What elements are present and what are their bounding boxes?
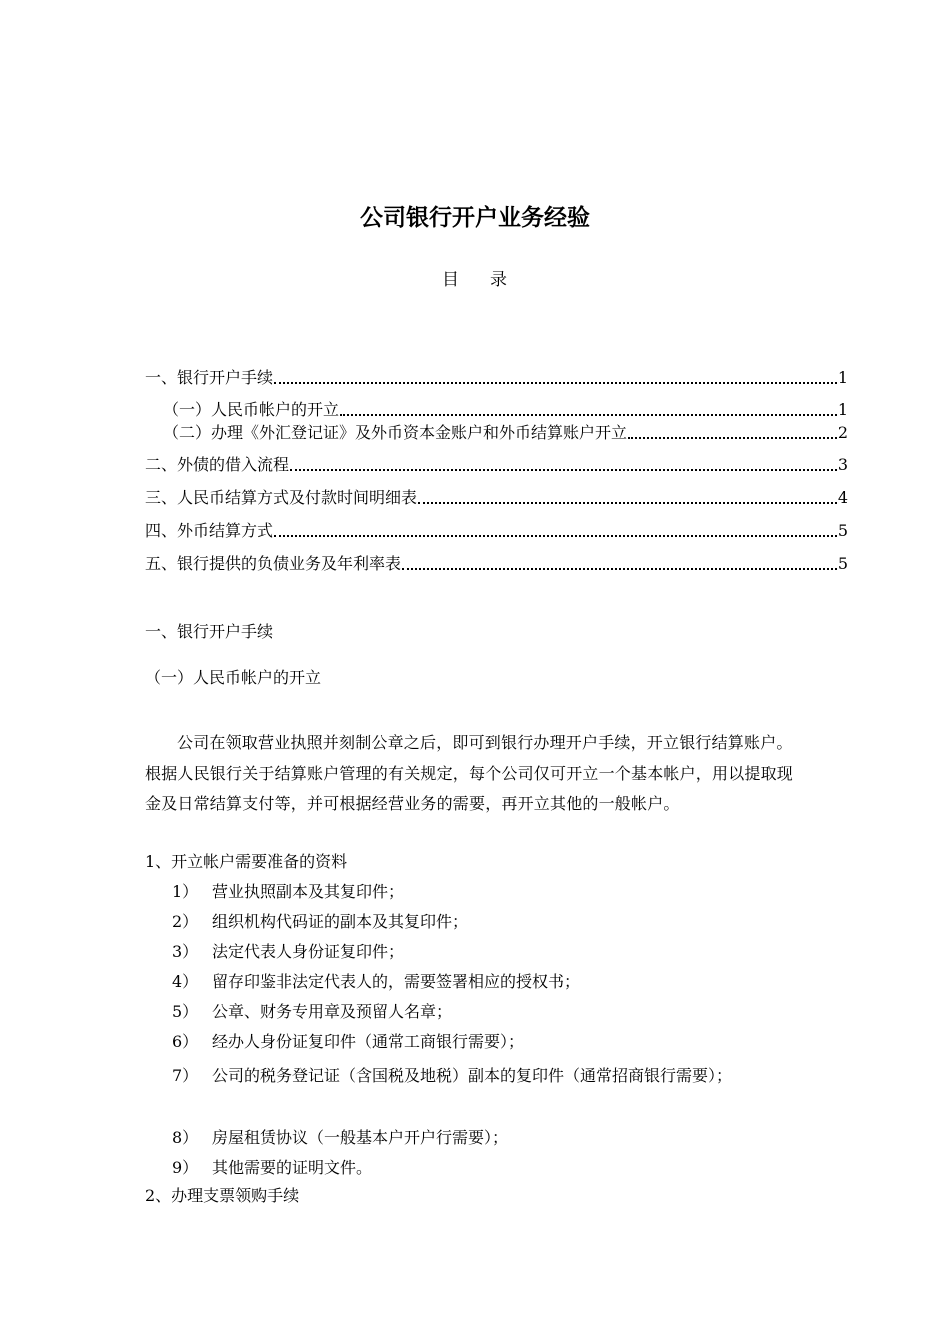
toc-entry-text: 五、银行提供的负债业务及年利率表 bbox=[145, 554, 402, 573]
list-item bbox=[172, 877, 812, 907]
list-item-text: 营业执照副本及其复印件； bbox=[212, 882, 405, 901]
list-item bbox=[172, 1027, 812, 1057]
toc-entry-page: 2 bbox=[837, 423, 848, 442]
toc-entry-page: 3 bbox=[837, 455, 848, 474]
list-item-number: 5） bbox=[172, 1002, 199, 1021]
toc-entry[interactable] bbox=[145, 552, 848, 576]
toc-leader bbox=[402, 552, 837, 576]
section-heading: 一、银行开户手续 bbox=[145, 622, 274, 641]
list-item-text: 公章、财务专用章及预留人名章； bbox=[212, 1002, 453, 1021]
list-item-text: 留存印鉴非法定代表人的，需要签署相应的授权书； bbox=[212, 972, 581, 991]
toc-entry-text: 一、银行开户手续 bbox=[145, 368, 274, 387]
list-item bbox=[172, 937, 812, 967]
toc-entry-page: 1 bbox=[837, 400, 848, 419]
list-item-text: 公司的税务登记证（含国税及地税）副本的复印件（通常招商银行需要）； bbox=[212, 1066, 733, 1085]
toc-entry-text: 二、外债的借入流程 bbox=[145, 455, 290, 474]
list-item-number: 3） bbox=[172, 942, 199, 961]
toc-entry-page: 4 bbox=[837, 488, 848, 507]
toc-entry-text: （一）人民币帐户的开立 bbox=[163, 400, 340, 419]
toc-entry[interactable] bbox=[145, 453, 848, 477]
toc-heading-left: 目 bbox=[442, 270, 460, 290]
list-item-number: 7） bbox=[172, 1066, 199, 1085]
list-item-number: 6） bbox=[172, 1032, 199, 1051]
document-title: 公司银行开户业务经验 bbox=[360, 205, 590, 231]
list-item bbox=[172, 1153, 812, 1183]
toc-entry-page: 1 bbox=[837, 368, 848, 387]
list-heading: 1、开立帐户需要准备的资料 bbox=[145, 852, 348, 871]
toc-leader bbox=[418, 486, 837, 510]
list-item bbox=[172, 1061, 812, 1091]
list-item bbox=[172, 997, 812, 1027]
toc-entry[interactable] bbox=[145, 366, 848, 390]
list-item-number: 2） bbox=[172, 912, 199, 931]
toc-entry[interactable] bbox=[163, 421, 848, 445]
toc-heading bbox=[0, 268, 950, 292]
toc-leader bbox=[290, 453, 837, 477]
toc-leader bbox=[628, 421, 837, 445]
toc-leader bbox=[274, 519, 837, 543]
list-item-text: 房屋租赁协议（一般基本户开户行需要）； bbox=[212, 1128, 509, 1147]
list-item bbox=[172, 1123, 812, 1153]
toc-heading-right: 录 bbox=[490, 270, 508, 290]
toc-entry-text: 三、人民币结算方式及付款时间明细表 bbox=[145, 488, 418, 507]
toc-entry[interactable] bbox=[145, 519, 848, 543]
list-item-text: 经办人身份证复印件（通常工商银行需要）； bbox=[212, 1032, 525, 1051]
toc-entry-page: 5 bbox=[837, 521, 848, 540]
subsection-heading: （一）人民币帐户的开立 bbox=[145, 668, 322, 687]
list-heading: 2、办理支票领购手续 bbox=[145, 1186, 300, 1205]
toc-leader bbox=[340, 398, 837, 422]
toc-entry[interactable] bbox=[145, 486, 848, 510]
list-item-text: 法定代表人身份证复印件； bbox=[212, 942, 405, 961]
list-item-text: 其他需要的证明文件。 bbox=[212, 1158, 373, 1177]
toc-entry[interactable] bbox=[163, 398, 848, 422]
list-item bbox=[172, 907, 812, 937]
toc-entry-page: 5 bbox=[837, 554, 848, 573]
toc-entry-text: 四、外币结算方式 bbox=[145, 521, 274, 540]
list-item-number: 4） bbox=[172, 972, 199, 991]
toc-leader bbox=[274, 366, 837, 390]
list-item-number: 1） bbox=[172, 882, 199, 901]
list-item bbox=[172, 967, 812, 997]
toc-entry-text: （二）办理《外汇登记证》及外币资本金账户和外币结算账户开立 bbox=[163, 423, 628, 442]
list-item-number: 8） bbox=[172, 1128, 199, 1147]
list-item-number: 9） bbox=[172, 1158, 199, 1177]
list-item-text: 组织机构代码证的副本及其复印件； bbox=[212, 912, 469, 931]
body-paragraph: 公司在领取营业执照并刻制公章之后，即可到银行办理开户手续，开立银行结算账户。根据人民银行关于结算账户管理的有关规定，每个公司仅可开立一个基本帐户，用以提取现金及日常结算支付等，并可根据经营业务的需要，再开立其他的一般帐户。 bbox=[145, 733, 794, 813]
